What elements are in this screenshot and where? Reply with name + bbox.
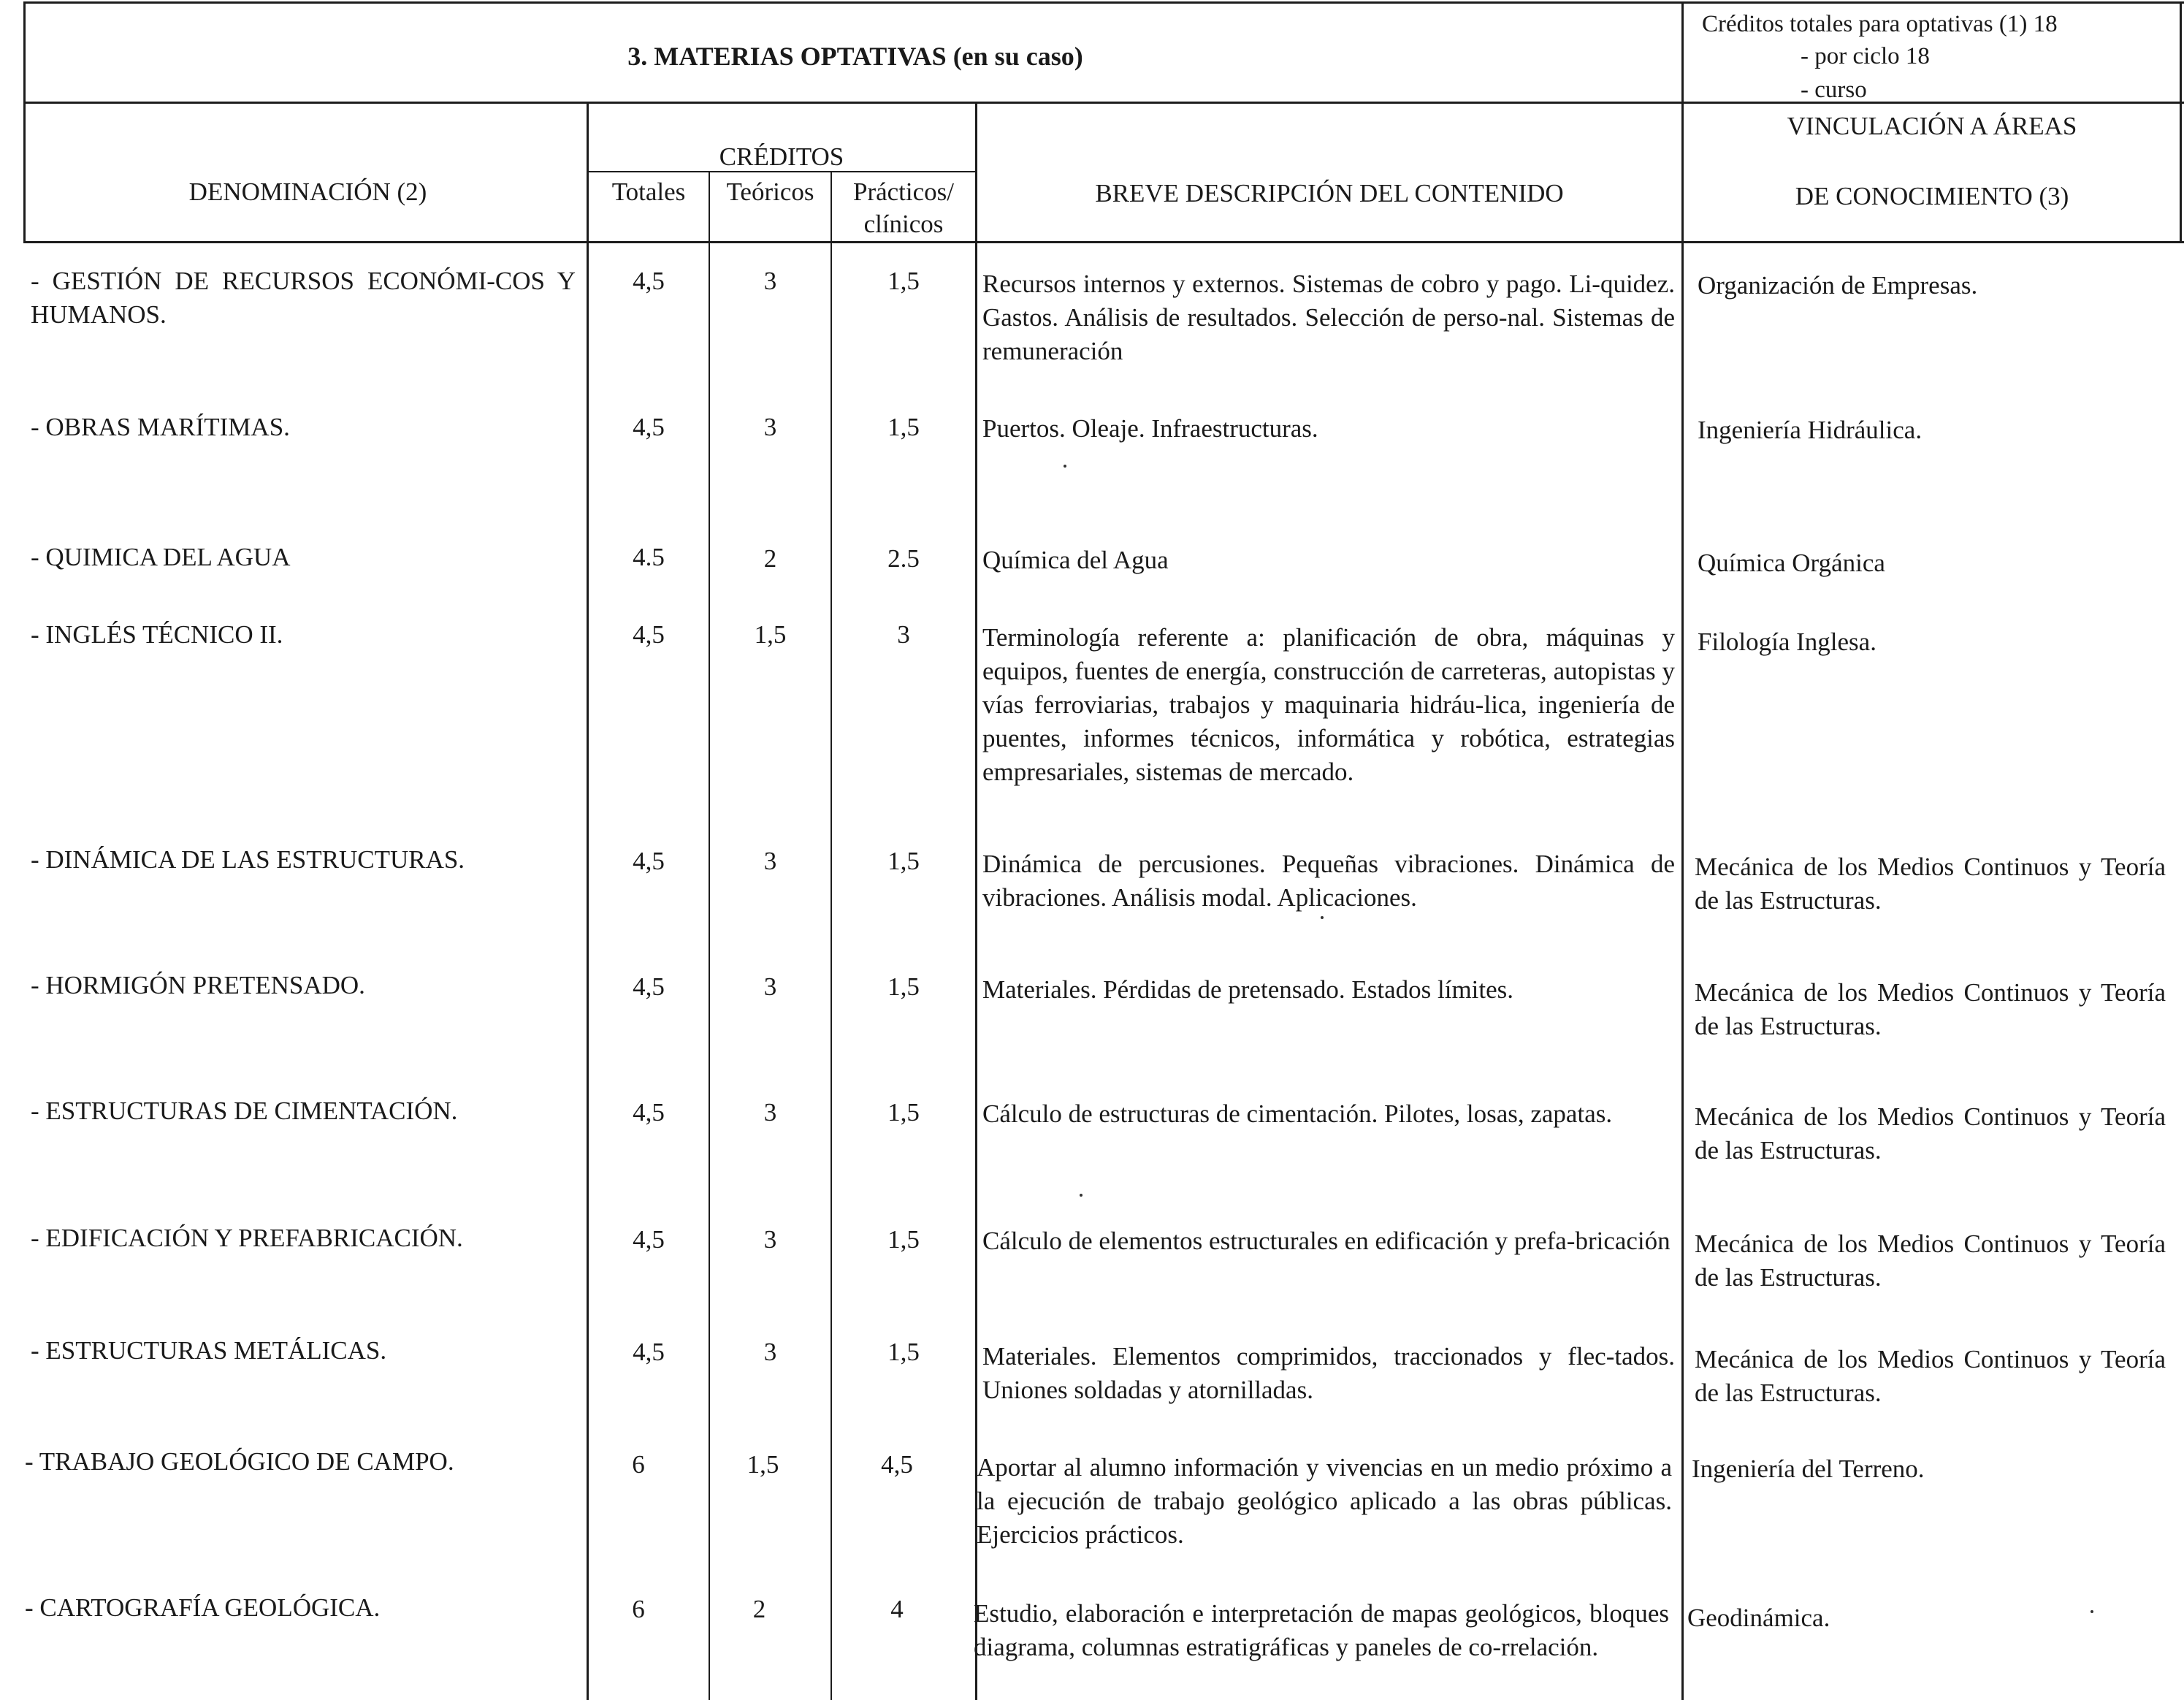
row-practicos: 1,5	[887, 1098, 920, 1127]
header-denominacion: DENOMINACIÓN (2)	[188, 178, 427, 206]
row-area: Mecánica de los Medios Continuos y Teoría de las Estructuras.	[1695, 978, 2166, 1040]
header-clinicos: clínicos	[863, 210, 944, 238]
row-name: - GESTIÓN DE RECURSOS ECONÓMI-COS Y HUMANOS.	[31, 267, 576, 329]
row-practicos: 4	[890, 1595, 904, 1623]
row-totales: 4,5	[633, 1338, 665, 1366]
credits-total-note: Créditos totales para optativas (1) 18	[1702, 11, 2058, 37]
header-vinculacion-1: VINCULACIÓN A ÁREAS	[1787, 112, 2077, 140]
header-practicos: Prácticos/	[852, 178, 955, 206]
page-title: 3. MATERIAS OPTATIVAS (en su caso)	[627, 42, 1083, 71]
row-practicos: 4,5	[881, 1450, 913, 1479]
credits-course-note: - curso	[1801, 77, 1867, 103]
row-area: Geodinámica.	[1687, 1604, 1830, 1632]
row-teoricos: 2	[763, 544, 777, 573]
row-descripcion: Aportar al alumno información y vivencias en un medio próximo a la ejecución de trabajo geológico aplicado a las obras públicas. Ejercicios prácticos.	[977, 1453, 1672, 1549]
row-name: - ESTRUCTURAS METÁLICAS.	[31, 1336, 387, 1365]
row-totales: 4,5	[633, 847, 665, 875]
row-area: Filología Inglesa.	[1698, 628, 1876, 656]
header-bottom-border	[23, 241, 2184, 243]
row-totales: 6	[632, 1595, 645, 1623]
row-area: Mecánica de los Medios Continuos y Teoría de las Estructuras.	[1695, 1230, 2166, 1292]
row-name: - DINÁMICA DE LAS ESTRUCTURAS.	[31, 845, 465, 874]
row-practicos: 1,5	[887, 267, 920, 295]
row-practicos: 1,5	[887, 972, 920, 1001]
row-area: Mecánica de los Medios Continuos y Teoría de las Estructuras.	[1695, 1345, 2166, 1407]
row-teoricos: 3	[763, 847, 777, 875]
row-teoricos: 1,5	[747, 1450, 779, 1479]
row-teoricos: 1,5	[754, 620, 787, 649]
row-descripcion: Terminología referente a: planificación de obra, máquinas y equipos, fuentes de energía, construcción de carreteras, autopistas y vías ferroviarias, trabajos y maquinaria hidráu-lica, ingeniería de puentes, informes técnicos, informática y robótica, estrategias empresariales, sistemas de mercado.	[982, 623, 1675, 786]
row-totales: 4,5	[633, 1225, 665, 1254]
row-descripcion: Recursos internos y externos. Sistemas de cobro y pago. Li-quidez. Gastos. Análisis de resultados. Selección de perso-nal. Sistemas de remuneración	[982, 270, 1675, 365]
row-descripcion: Cálculo de estructuras de cimentación. Pilotes, losas, zapatas.	[982, 1099, 1613, 1128]
header-descripcion: BREVE DESCRIPCIÓN DEL CONTENIDO	[1095, 179, 1564, 207]
row-practicos: 1,5	[887, 1225, 920, 1254]
row-practicos: 1,5	[887, 413, 920, 441]
row-descripcion: Puertos. Oleaje. Infraestructuras.	[982, 414, 1318, 443]
row-teoricos: 3	[763, 267, 777, 295]
row-area: Organización de Empresas.	[1698, 271, 1978, 300]
row-area: Mecánica de los Medios Continuos y Teoría de las Estructuras.	[1695, 853, 2166, 915]
row-area: Ingeniería del Terreno.	[1692, 1455, 1925, 1483]
row-name: - CARTOGRAFÍA GEOLÓGICA.	[25, 1593, 381, 1622]
header-vinculacion-2: DE CONOCIMIENTO (3)	[1795, 182, 2069, 210]
row-area: Mecánica de los Medios Continuos y Teoría de las Estructuras.	[1695, 1102, 2166, 1165]
row-teoricos: 2	[752, 1595, 766, 1623]
row-totales: 4,5	[633, 972, 665, 1001]
table-left-border	[23, 1, 26, 241]
header-teoricos: Teóricos	[726, 178, 814, 206]
row-teoricos: 3	[763, 1098, 777, 1127]
row-totales: 4,5	[633, 620, 665, 649]
row-name: - QUIMICA DEL AGUA	[31, 543, 291, 571]
row-name: - INGLÉS TÉCNICO II.	[31, 620, 283, 649]
row-descripcion: Química del Agua	[982, 546, 1169, 574]
scan-speck	[1080, 1194, 1083, 1197]
col-divider-descripcion	[1681, 1, 1684, 1700]
row-name: - TRABAJO GEOLÓGICO DE CAMPO.	[25, 1447, 454, 1476]
row-area: Química Orgánica	[1698, 549, 1885, 577]
row-practicos: 1,5	[887, 1338, 920, 1366]
scan-speck	[1064, 465, 1066, 468]
row-descripcion: Dinámica de percusiones. Pequeñas vibraciones. Dinámica de vibraciones. Análisis modal. Aplicaciones.	[982, 850, 1675, 912]
row-descripcion: Materiales. Pérdidas de pretensado. Estados límites.	[982, 975, 1514, 1004]
table-top-border	[23, 1, 2184, 4]
row-teoricos: 3	[763, 972, 777, 1001]
row-practicos: 1,5	[887, 847, 920, 875]
credits-per-cycle-note: - por ciclo 18	[1801, 43, 1930, 69]
row-practicos: 3	[897, 620, 910, 649]
row-totales: 4,5	[633, 267, 665, 295]
header-creditos: CRÉDITOS	[719, 142, 844, 171]
scan-speck	[1321, 916, 1324, 919]
row-practicos: 2.5	[887, 544, 920, 573]
row-totales: 6	[632, 1450, 645, 1479]
row-name: - EDIFICACIÓN Y PREFABRICACIÓN.	[31, 1224, 463, 1252]
row-totales: 4.5	[633, 543, 665, 571]
header-totales: Totales	[611, 178, 686, 206]
row-totales: 4,5	[633, 1098, 665, 1127]
row-name: - OBRAS MARÍTIMAS.	[31, 413, 290, 441]
scan-speck	[2091, 1610, 2093, 1613]
row-teoricos: 3	[763, 413, 777, 441]
row-descripcion: Cálculo de elementos estructurales en edificación y prefa-bricación	[982, 1227, 1671, 1255]
row-teoricos: 3	[763, 1225, 777, 1254]
row-name: - ESTRUCTURAS DE CIMENTACIÓN.	[31, 1097, 458, 1125]
row-teoricos: 3	[763, 1338, 777, 1366]
row-totales: 4,5	[633, 413, 665, 441]
row-descripcion: Estudio, elaboración e interpretación de mapas geológicos, bloques diagrama, columnas estratigráficas y paneles de co-rrelación.	[974, 1599, 1669, 1661]
row-area: Ingeniería Hidráulica.	[1698, 416, 1923, 444]
row-descripcion: Materiales. Elementos comprimidos, traccionados y flec-tados. Uniones soldadas y atornilladas.	[982, 1342, 1675, 1404]
row-name: - HORMIGÓN PRETENSADO.	[31, 971, 365, 999]
